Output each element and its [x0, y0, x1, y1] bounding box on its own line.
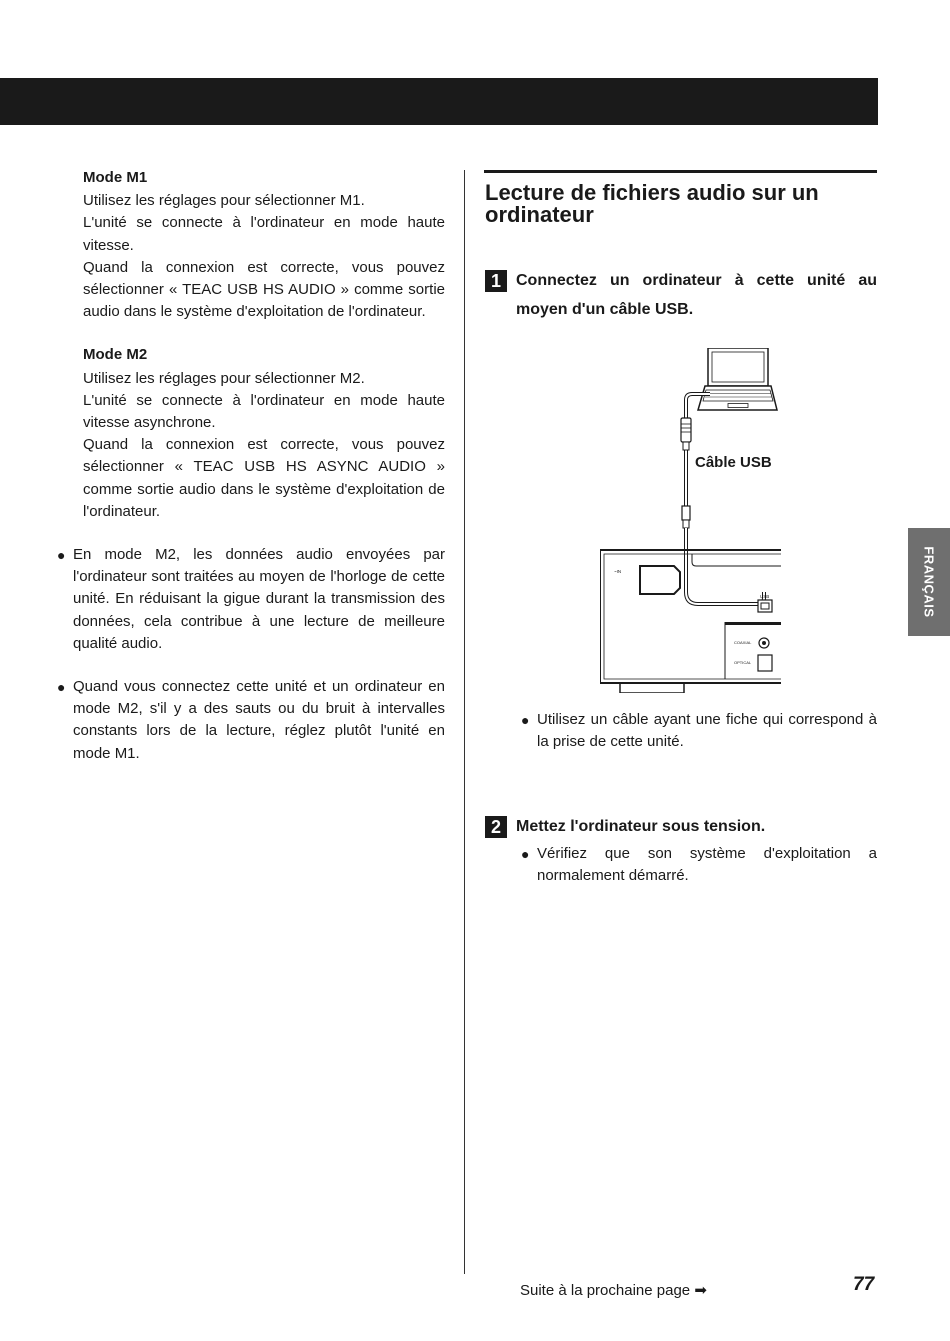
optical-label: OPTICAL	[734, 660, 752, 665]
mode-m2-line1: Utilisez les réglages pour sélectionner M2.	[83, 369, 365, 387]
bullet-icon: ●	[521, 712, 530, 728]
page-number: 77	[853, 1274, 875, 1295]
step-number-badge: 2	[485, 816, 507, 838]
bullet-icon: ●	[57, 547, 66, 564]
left-column	[57, 167, 445, 765]
bullet-text: Utilisez un câble ayant une fiche qui correspond à la prise de cette unité.	[537, 711, 877, 751]
usb-connection-diagram	[600, 348, 781, 693]
language-tab-label: FRANÇAIS	[921, 546, 937, 618]
step-instruction: Connectez un ordinateur à cette unité au moyen d'un câble USB.	[516, 272, 877, 318]
bullet-text: Vérifiez que son système d'exploitation a normalement démarré.	[537, 845, 877, 885]
section-title: Lecture de fichiers audio sur un ordinateur	[485, 180, 819, 227]
unit-rear-panel	[600, 550, 781, 693]
mode-m1-line1: Utilisez les réglages pour sélectionner M1.	[83, 192, 365, 210]
mode-m1-line2: L'unité se connecte à l'ordinateur en mode haute vitesse.	[83, 214, 445, 254]
cable-label: Câble USB	[695, 454, 772, 471]
laptop-icon	[698, 348, 777, 410]
bullet-item	[521, 843, 877, 887]
mode-m1-block	[83, 167, 445, 323]
right-arrow-icon: ➡	[694, 1282, 707, 1299]
bullet-text: Quand vous connectez cette unité et un ordinateur en mode M2, s'il y a des sauts ou du bruit à intervalles constants lors de la lecture, réglez plutôt l'unité en mode M1.	[73, 678, 445, 762]
header-bar	[0, 78, 878, 125]
step-1	[485, 270, 877, 324]
column-divider	[464, 170, 465, 1274]
bullet-item	[521, 709, 877, 753]
language-tab	[908, 528, 950, 636]
section-rule	[484, 170, 877, 173]
usb-cable	[681, 394, 764, 604]
mode-m2-title: Mode M2	[83, 346, 148, 364]
mode-m2-line3: Quand la connexion est correcte, vous pouvez sélectionner « TEAC USB HS ASYNC AUDIO » comme sortie audio dans le système d'exploitation de l'ordinateur.	[83, 436, 445, 520]
bullet-icon: ●	[521, 846, 530, 862]
coaxial-label: COAXIAL	[734, 640, 752, 645]
step-2	[485, 816, 877, 841]
continue-text: Suite à la prochaine page	[520, 1282, 691, 1299]
step-instruction: Mettez l'ordinateur sous tension.	[516, 818, 766, 835]
bullet-item	[57, 544, 445, 655]
bullet-text: En mode M2, les données audio envoyées par l'ordinateur sont traitées au moyen de l'horloge de cette unité. En réduisant la gigue durant la transmission des données, cela contribue à une lecture de meilleure qualité audio.	[73, 546, 445, 652]
continue-note	[520, 1281, 707, 1299]
mode-m1-title: Mode M1	[83, 169, 148, 186]
mode-m1-line3: Quand la connexion est correcte, vous pouvez sélectionner « TEAC USB HS AUDIO » comme sortie audio dans le système d'exploitation de l'ordinateur.	[83, 258, 445, 321]
ac-in-label: ~IN	[614, 569, 622, 574]
right-column	[485, 170, 877, 885]
bullet-item	[57, 676, 445, 765]
usb-label: USB	[760, 594, 770, 599]
mode-m2-line2: L'unité se connecte à l'ordinateur en mode haute vitesse asynchrone.	[83, 391, 445, 432]
digital-in-label: DIGITAL IN	[758, 621, 779, 626]
step-number-badge: 1	[485, 270, 507, 292]
mode-m2-block	[83, 344, 445, 523]
bullet-icon: ●	[57, 679, 66, 696]
